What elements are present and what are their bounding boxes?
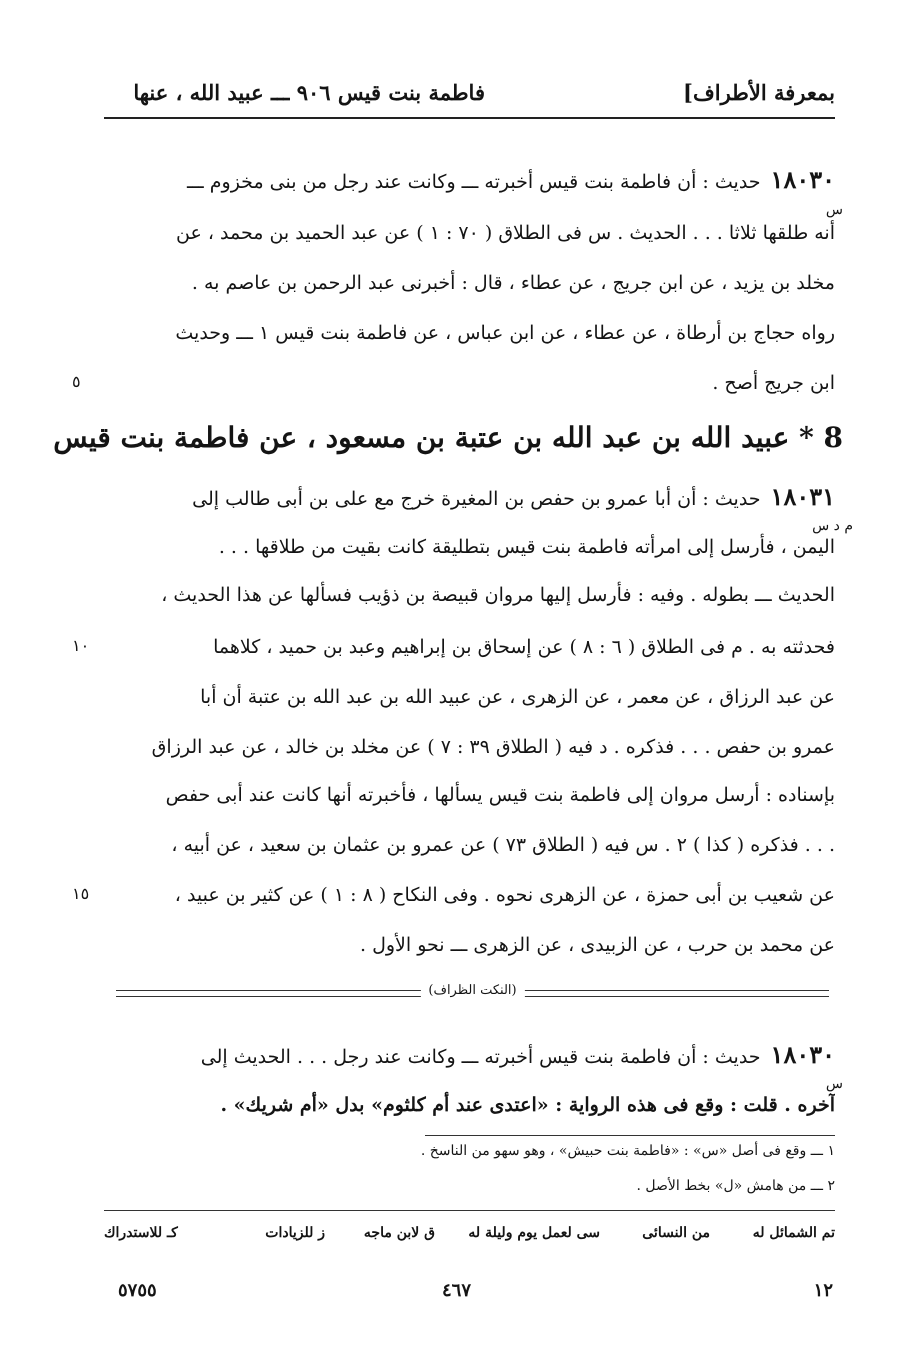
header-right: بمعرفة الأطراف]: [683, 80, 835, 105]
legend-rule: [104, 1210, 835, 1211]
legend-item-nasai: من النسائى: [642, 1225, 710, 1241]
hadith-2-line-3: الحديث ـــ بطوله . وفيه : فأرسل إليها مروان قبيصة بن ذؤيب فسألها عن هذا الحديث ،: [161, 584, 835, 606]
page-number: ٤٦٧: [441, 1280, 472, 1301]
margin-number-5: ٥: [72, 372, 81, 391]
legend-item-shamail: تم الشمائل له: [752, 1225, 835, 1241]
hadith-2-line-8: . . . فذكره ( كذا ) ٢ . س فيه ( الطلاق ٧٣ ) عن عمرو بن عثمان بن سعيد ، عن أبيه ،: [171, 834, 835, 856]
nukat-line-1: ١٨٠٣٠حديث : أن فاطمة بنت قيس أخبرته ـــ وكانت عند رجل . . . الحديث إلى: [200, 1040, 835, 1069]
hadith-1-number: ١٨٠٣٠: [770, 165, 835, 194]
footnote-rule: [425, 1135, 835, 1136]
volume-number: ١٢: [813, 1280, 833, 1301]
hadith-2-number: ١٨٠٣١: [770, 482, 835, 511]
hadith-2-line-2: اليمن ، فأرسل إلى امرأته فاطمة بنت قيس بتطليقة كانت بقيت من طلاقها . . .: [218, 536, 835, 558]
footnote-2: ٢ ـــ من هامش «ل» بخط الأصل .: [636, 1178, 835, 1194]
header-rule: [104, 117, 835, 119]
hadith-2-line-1: ١٨٠٣١حديث : أن أبا عمرو بن حفص بن المغيرة خرج مع على بن أبى طالب إلى: [192, 482, 835, 511]
running-header: [104, 70, 835, 110]
hadith-1-line-1: ١٨٠٣٠حديث : أن فاطمة بنت قيس أخبرته ـــ وكانت عند رجل من بنى مخزوم ـــ: [187, 165, 835, 194]
header-center: فاطمة بنت قيس ٩٠٦ ـــ عبيد الله ، عنها: [133, 80, 485, 105]
hadith-2-line-4: فحدثته به . م فى الطلاق ( ٦ : ٨ ) عن إسحاق بن إبراهيم وعبد بن حميد ، كلاهما: [213, 636, 835, 658]
hadith-1-line-3: مخلد بن يزيد ، عن ابن جريج ، عن عطاء ، قال : أخبرنى عبد الرحمن بن عاصم به .: [191, 272, 835, 294]
nukat-sigil: س: [825, 1076, 843, 1092]
nukat-number: ١٨٠٣٠: [770, 1040, 835, 1069]
chapter-heading: 8 * عبيد الله بن عبد الله بن عتبة بن مسعود ، عن فاطمة بنت قيس: [53, 421, 843, 454]
hadith-1-line-2: أنه طلقها ثلاثا . . . الحديث . س فى الطلاق ( ٧٠ : ١ ) عن عبد الحميد بن محمد ، عن: [176, 222, 835, 244]
section-separator: [116, 983, 829, 1004]
hadith-2-line-10: عن محمد بن حرب ، عن الزبيدى ، عن الزهرى ـــ نحو الأول .: [360, 934, 835, 956]
hadith-1-sigil: س: [825, 202, 843, 218]
legend-item-amal: سى لعمل يوم وليلة له: [468, 1225, 600, 1241]
hadith-2-sigil: م د س: [812, 518, 853, 534]
sigla-legend: [104, 1225, 835, 1251]
legend-item-ibn-majah: ق لابن ماجه: [363, 1225, 435, 1241]
hadith-1-line-5: ابن جريج أصح .: [712, 372, 835, 394]
hadith-2-line-6: عمرو بن حفص . . . فذكره . د فيه ( الطلاق ٣٩ : ٧ ) عن مخلد بن خالد ، عن عبد الرزاق: [151, 736, 835, 758]
margin-number-10: ١٠: [72, 636, 90, 655]
hadith-2-line-7: بإسناده : أرسل مروان إلى فاطمة بنت قيس يسألها ، فأخبرته أنها كانت عند أبى حفص: [165, 784, 835, 806]
separator-label: (النكت الظراف): [420, 983, 524, 998]
serial-number: ٥٧٥٥: [118, 1280, 157, 1301]
legend-item-ziyadat: ز للزيادات: [265, 1225, 325, 1241]
hadith-2-line-9: عن شعيب بن أبى حمزة ، عن الزهرى نحوه . وفى النكاح ( ٨ : ١ ) عن كثير بن عبيد ،: [174, 884, 835, 906]
margin-number-15: ١٥: [72, 884, 90, 903]
hadith-1-line-4: رواه حجاج بن أرطاة ، عن عطاء ، عن ابن عباس ، عن فاطمة بنت قيس ١ ـــ وحديث: [175, 322, 835, 344]
nukat-line-2: آخره . قلت : وقع فى هذه الرواية : «اعتدى عند أم كلثوم» بدل «أم شريك» .: [220, 1094, 835, 1116]
hadith-2-line-5: عن عبد الرزاق ، عن معمر ، عن الزهرى ، عن عبيد الله بن عبد الله بن عتبة أن أبا: [200, 686, 835, 708]
legend-item-istidrak: كـ للاستدراك: [104, 1225, 178, 1241]
footnote-1: ١ ـــ وقع فى أصل «س» : «فاطمة بنت حبيش» ، وهو سهو من الناسخ .: [420, 1143, 835, 1159]
